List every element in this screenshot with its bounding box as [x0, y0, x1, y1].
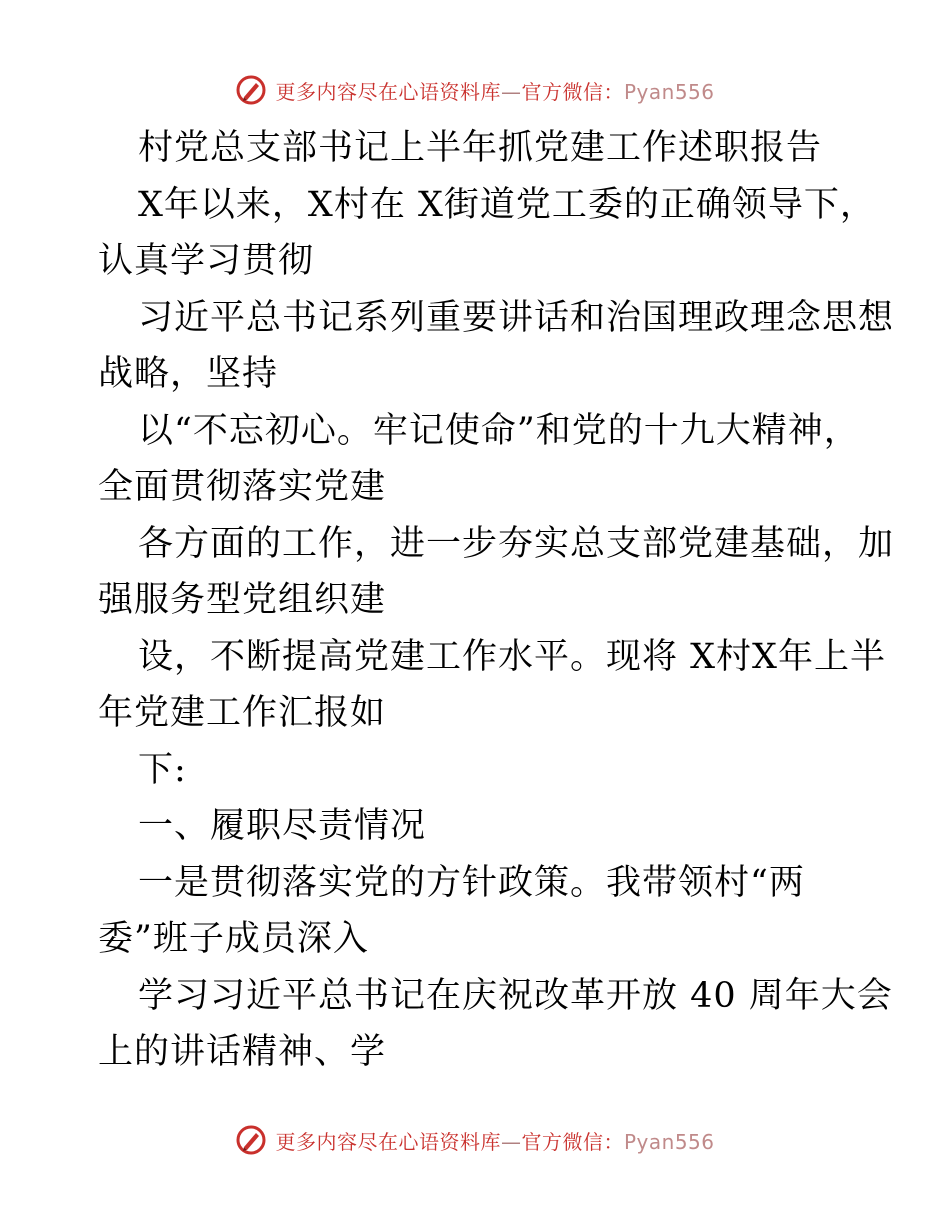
- watermark-footer: [0, 1120, 950, 1160]
- watermark-suffix: 官方微信：: [521, 79, 624, 104]
- text-line: 上的讲话精神、学: [98, 1032, 387, 1072]
- text-line: 强服务型党组织建: [98, 580, 387, 620]
- watermark-text: [275, 76, 714, 105]
- watermark-main: 更多内容尽在心语资料库: [275, 1129, 501, 1154]
- watermark-suffix: 官方微信：: [521, 1129, 624, 1154]
- watermark-main: 更多内容尽在心语资料库: [275, 79, 501, 104]
- text-line: 年党建工作汇报如: [98, 693, 387, 733]
- pen-logo-icon: [235, 74, 267, 106]
- text-line: 一、履职尽责情况: [138, 806, 427, 846]
- text-line: 设，不断提高党建工作水平。现将 X村X年上半: [138, 636, 886, 677]
- text-line: 战略，坚持: [98, 354, 279, 394]
- watermark-brand: Pyan556: [623, 79, 715, 104]
- watermark-text: [275, 1126, 714, 1155]
- watermark-separator: —: [500, 1129, 522, 1154]
- text-line: 全面贯彻落实党建: [98, 467, 387, 507]
- text-line: 各方面的工作，进一步夯实总支部党建基础，加: [138, 523, 895, 564]
- pen-logo-icon: [235, 1124, 267, 1156]
- text-line: 委”班子成员深入: [98, 919, 369, 959]
- text-line: 一是贯彻落实党的方针政策。我带领村“两: [138, 862, 805, 903]
- text-line: 习近平总书记系列重要讲话和治国理政理念思想: [138, 297, 895, 338]
- document-title: 村党总支部书记上半年抓党建工作述职报告: [138, 128, 823, 168]
- watermark-separator: —: [500, 79, 522, 104]
- text-line: 以“不忘初心。牢记使命”和党的十九大精神，: [138, 410, 860, 451]
- text-line: 认真学习贯彻: [98, 241, 315, 281]
- text-line: X年以来，X村在 X街道党工委的正确领导下，: [138, 184, 876, 225]
- document-body: [98, 120, 895, 1081]
- text-line: 下:: [138, 749, 187, 790]
- watermark-brand: Pyan556: [623, 1129, 715, 1154]
- watermark-header: [0, 70, 950, 110]
- text-line: 学习习近平总书记在庆祝改革开放 40 周年大会: [138, 975, 893, 1016]
